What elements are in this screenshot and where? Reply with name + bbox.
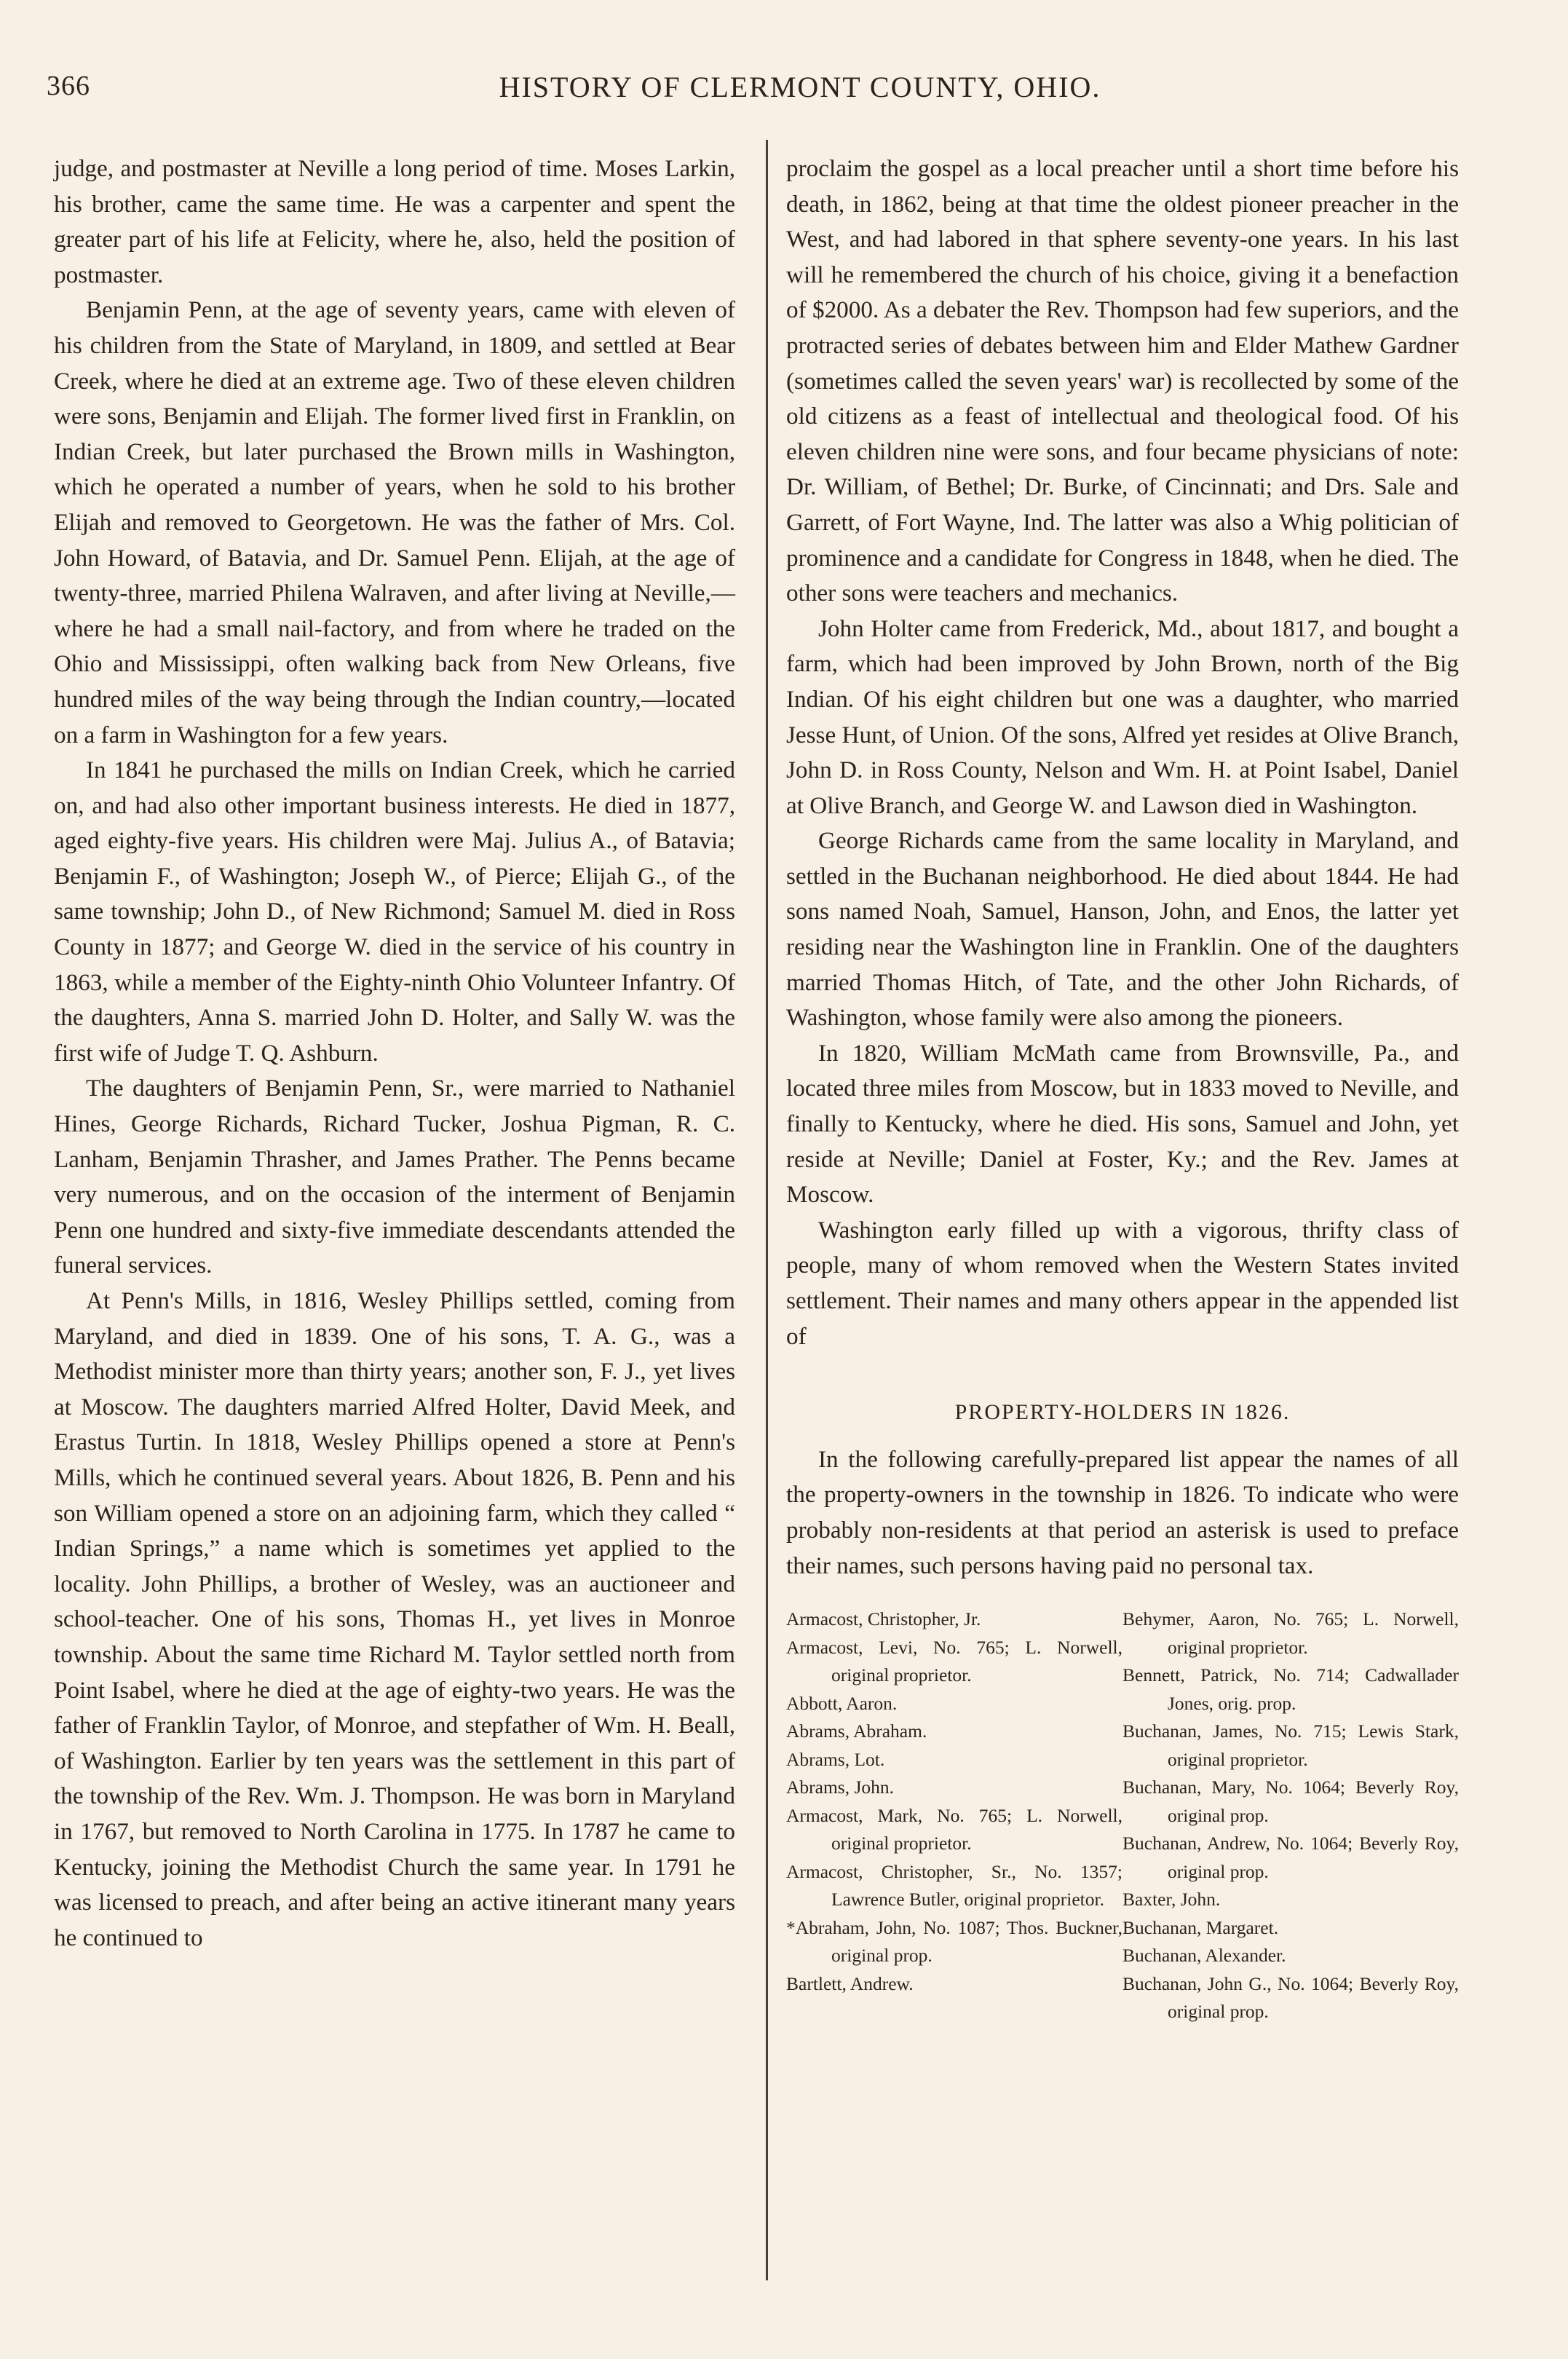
list-item: Armacost, Christopher, Sr., No. 1357; Lawrence Butler, original proprietor.	[786, 1860, 1122, 1910]
list-item: Buchanan, James, No. 715; Lewis Stark, original proprietor.	[1122, 1720, 1459, 1770]
list-item: Abbott, Aaron.	[786, 1692, 898, 1714]
list-item: Baxter, John.	[1122, 1889, 1221, 1910]
list-item: Buchanan, John G., No. 1064; Beverly Roy, original prop.	[1122, 1972, 1459, 2023]
section-heading: PROPERTY-HOLDERS IN 1826.	[954, 1400, 1291, 1425]
list-item: Bennett, Patrick, No. 714; Cadwallader Jones, orig. prop.	[1122, 1664, 1459, 1714]
list-column-left	[786, 1605, 1122, 2026]
paragraph: Washington early filled up with a vigorous, thrifty class of people, many of whom removed when the Western States invited settlement. Their names and many others appear in the appended list of	[786, 1216, 1459, 1350]
paragraph: The daughters of Benjamin Penn, Sr., were married to Nathaniel Hines, George Richards, Richard Tucker, Joshua Pigman, R. C. Lanham, Benjamin Thrasher, and James Prather. The Penns became very numerous, and on the occasion of the interment of Benjamin Penn one hundred and sixty-five immediate descendants attended the funeral services.	[54, 1075, 735, 1279]
list-item: Bartlett, Andrew.	[786, 1972, 914, 1994]
right-column	[786, 151, 1459, 2026]
list-item: Behymer, Aaron, No. 765; L. Norwell, original proprietor.	[1122, 1608, 1459, 1658]
list-item: Abrams, John.	[786, 1777, 895, 1798]
page-header	[47, 70, 1524, 114]
left-column	[54, 151, 735, 1956]
running-title: HISTORY OF CLERMONT COUNTY, OHIO.	[499, 71, 1101, 103]
list-item: Buchanan, Margaret.	[1122, 1916, 1279, 1938]
paragraph: John Holter came from Frederick, Md., about 1817, and bought a farm, which had been improved by John Brown, north of the Big Indian. Of his eight children but one was a daughter, who married Jesse Hunt, of Union. Of the sons, Alfred yet resides at Olive Branch, John D. in Ross County, Nelson and Wm. H. at Point Isabel, Daniel at Olive Branch, and George W. and Lawson died in Washington.	[786, 615, 1459, 819]
paragraph: In 1841 he purchased the mills on Indian Creek, which he carried on, and had also other important business interests. He died in 1877, aged eighty-five years. His children were Maj. Julius A., of Batavia; Benjamin F., of Washington; Joseph W., of Pierce; Elijah G., of the same township; John D., of New Richmond; Samuel M. died in Ross County in 1877; and George W. died in the service of his country in 1863, while a member of the Eighty-ninth Ohio Volunteer Infantry. Of the daughters, Anna S. married John D. Holter, and Sally W. was the first wife of Judge T. Q. Ashburn.	[54, 756, 735, 1067]
list-item: Abrams, Abraham.	[786, 1720, 927, 1742]
list-item: *Abraham, John, No. 1087; Thos. Buckner, original prop.	[786, 1916, 1122, 1967]
list-item: Buchanan, Alexander.	[1122, 1945, 1286, 1967]
paragraph: judge, and postmaster at Neville a long period of time. Moses Larkin, his brother, came the same time. He was a carpenter and spent the greater part of his life at Felicity, where he, also, held the position of postmaster.	[54, 155, 735, 288]
list-item: Armacost, Christopher, Jr.	[786, 1608, 981, 1630]
paragraph: George Richards came from the same locality in Maryland, and settled in the Buchanan neighborhood. He died about 1844. He had sons named Noah, Samuel, Hanson, John, and Enos, the latter yet residing near the Washington line in Franklin. One of the daughters married Thomas Hitch, of Tate, and the other John Richards, of Washington, whose family were also among the pioneers.	[786, 827, 1459, 1032]
list-item: Abrams, Lot.	[786, 1748, 885, 1770]
paragraph: In 1820, William McMath came from Brownsville, Pa., and located three miles from Moscow, but in 1833 moved to Neville, and finally to Kentucky, where he died. His sons, Samuel and John, yet reside at Neville; Daniel at Foster, Ky.; and the Rev. James at Moscow.	[786, 1039, 1459, 1209]
property-holders-list	[786, 1605, 1459, 2026]
list-item: Armacost, Mark, No. 765; L. Norwell, original proprietor.	[786, 1804, 1122, 1854]
section-intro: In the following carefully-prepared list appear the names of all the property-owners in the township in 1826. To indicate who were probably non-residents at that period an asterisk is used to preface their names, such persons having paid no personal tax.	[786, 1445, 1459, 1579]
list-item: Buchanan, Andrew, No. 1064; Beverly Roy, original prop.	[1122, 1833, 1459, 1882]
paragraph: Benjamin Penn, at the age of seventy years, came with eleven of his children from the State of Maryland, in 1809, and settled at Bear Creek, where he died at an extreme age. Two of these eleven children were sons, Benjamin and Elijah. The former lived first in Franklin, on Indian Creek, but later purchased the Brown mills in Washington, which he operated a number of years, when he sold to his brother Elijah and removed to Georgetown. He was the father of Mrs. Col. John Howard, of Batavia, and Dr. Samuel Penn. Elijah, at the age of twenty-three, married Philena Walraven, and after living at Neville,—where he had a small nail-factory, and from where he traded on the Ohio and Mississippi, often walking back from New Orleans, five hundred miles of the way being through the Indian country,—located on a farm in Washington for a few years.	[54, 296, 735, 748]
list-item: Armacost, Levi, No. 765; L. Norwell, original proprietor.	[786, 1636, 1122, 1686]
column-divider	[766, 140, 768, 2280]
list-item: Buchanan, Mary, No. 1064; Beverly Roy, original prop.	[1122, 1777, 1459, 1826]
paragraph: proclaim the gospel as a local preacher until a short time before his death, in 1862, being at that time the oldest pioneer preacher in the West, and had labored in that sphere seventy-one years. In his last will he remembered the church of his choice, giving it a benefaction of $2000. As a debater the Rev. Thompson had few superiors, and the protracted series of debates between him and Elder Mathew Gardner (sometimes called the seven years' war) is recollected by some of the old citizens as a feast of intellectual and theological food. Of his eleven children nine were sons, and four became physicians of note: Dr. William, of Bethel; Dr. Burke, of Cincinnati; and Drs. Sale and Garrett, of Fort Wayne, Ind. The latter was also a Whig politician of prominence and a candidate for Congress in 1848, when he died. The other sons were teachers and mechanics.	[786, 155, 1459, 607]
list-column-right	[1122, 1605, 1459, 2026]
paragraph: At Penn's Mills, in 1816, Wesley Phillips settled, coming from Maryland, and died in 1839. One of his sons, T. A. G., was a Methodist minister more than thirty years; another son, F. J., yet lives at Moscow. The daughters married Alfred Holter, David Meek, and Erastus Turtin. In 1818, Wesley Phillips opened a store at Penn's Mills, which he continued several years. About 1826, B. Penn and his son William opened a store on an adjoining farm, which they called “ Indian Springs,” a name which is sometimes yet applied to the locality. John Phillips, a brother of Wesley, was an auctioneer and school-teacher. One of his sons, Thomas H., yet lives in Monroe township. About the same time Richard M. Taylor settled north from Point Isabel, where he died at the age of eighty-two years. He was the father of Franklin Taylor, of Monroe, and stepfather of Wm. H. Beall, of Washington. Earlier by ten years was the settlement in this part of the township of the Rev. Wm. J. Thompson. He was born in Maryland in 1767, but removed to North Carolina in 1775. In 1787 he came to Kentucky, joining the Methodist Church the same year. In 1791 he was licensed to preach, and after being an active itinerant many years he continued to	[54, 1287, 735, 1951]
page-number: 366	[47, 71, 90, 101]
